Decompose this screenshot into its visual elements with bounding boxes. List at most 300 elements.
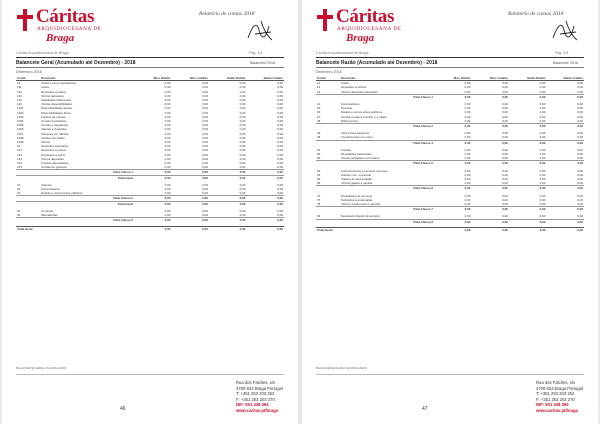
table-cell: 0,00: [134, 196, 172, 201]
table-cell: 63: [317, 172, 321, 177]
header-divider: [16, 57, 284, 58]
grand-total-row: [16, 226, 284, 231]
page-number: 47: [422, 406, 428, 412]
table-cell: 0,00: [546, 186, 584, 191]
table-cell: 0,00: [164, 165, 171, 170]
table-cell: 0,00: [164, 140, 171, 145]
page-right: [302, 0, 598, 424]
table-cell: 0,00: [464, 172, 471, 177]
table-cell: 0,00: [539, 214, 546, 219]
column-header: Saldo Crédito: [246, 76, 284, 81]
column-header: Mov. Débito: [434, 76, 472, 81]
table-cell: 121: [17, 148, 23, 153]
table-cell: 0,00: [434, 207, 472, 212]
table-cell: 0,00: [134, 201, 172, 206]
subtotal-label: Total Classe 2: [16, 196, 134, 201]
table-cell: 0,00: [277, 213, 283, 218]
table-cell: 0,00: [502, 156, 508, 161]
table-cell: Depósitos bancários: [41, 144, 69, 149]
table-cell: 111: [17, 85, 22, 90]
address-line2: 4700-034 Braga Portugal: [236, 385, 283, 391]
table-cell: 12: [17, 144, 21, 149]
org-subtitle: ARQUIDIOCESANA DE: [337, 26, 402, 32]
column-header: Mov. Crédito: [171, 76, 209, 81]
table-cell: 0,00: [577, 147, 583, 152]
table-cell: Pessoal: [341, 106, 352, 111]
column-header: Descrição: [40, 76, 134, 81]
table-cell: 0,00: [164, 110, 171, 115]
table-cell: 0,00: [246, 175, 284, 180]
table-cell: 0,00: [464, 197, 471, 202]
table-cell: 0,00: [577, 202, 583, 207]
table-cell: 0,00: [277, 208, 283, 213]
table-cell: Outras disponibilidades: [41, 102, 73, 107]
grand-total-row: [316, 227, 584, 232]
table-cell: 1194: [17, 119, 24, 124]
table-cell: 122: [17, 152, 23, 157]
table-cell: Caixa: [41, 85, 49, 90]
table-cell: 0,00: [434, 219, 472, 224]
table-cell: 0,00: [577, 193, 583, 198]
table-cell: Subsídios à exploração: [341, 197, 373, 202]
table-cell: 0,00: [277, 93, 283, 98]
table-cell: 123: [17, 156, 23, 161]
table-cell: 0,00: [202, 191, 208, 196]
table-cell: 0,00: [464, 106, 471, 111]
table-cell: 1196: [17, 127, 24, 132]
column-header: Descrição: [340, 76, 434, 81]
table-cell: 45: [317, 135, 321, 140]
table-cell: 0,00: [464, 156, 471, 161]
table-cell: Outras contas a receber e a pagar: [341, 114, 387, 119]
table-cell: 0,00: [434, 161, 472, 166]
table-cell: 0,00: [209, 170, 247, 175]
table-cell: 0,00: [202, 213, 208, 218]
table-cell: 0,00: [502, 193, 508, 198]
table-cell: Valores a depositar: [41, 127, 67, 132]
table-cell: 0,00: [577, 181, 583, 186]
table-cell: 0,00: [464, 85, 471, 90]
table-cell: 21: [317, 102, 321, 107]
table-cell: Outros depósitos bancários: [341, 89, 378, 94]
table-cell: 0,00: [502, 118, 508, 123]
table-cell: 0,00: [164, 208, 171, 213]
table-cell: 75: [317, 197, 321, 202]
subtotal-label: Total Classe 7: [316, 207, 434, 212]
table-cell: 0,00: [239, 131, 246, 136]
table-cell: 114: [17, 98, 22, 103]
table-cell: 0,00: [171, 170, 209, 175]
subtotal-label: Total Classe 8: [316, 219, 434, 224]
table-cell: 0,00: [539, 118, 546, 123]
table-cell: 0,00: [539, 177, 546, 182]
table-cell: 0,00: [277, 140, 283, 145]
table-cell: 0,00: [202, 123, 208, 128]
table-cell: Resultados transitados: [341, 152, 372, 157]
table-cell: 0,00: [202, 165, 208, 170]
table-cell: 0,00: [164, 93, 171, 98]
subtotal-label: Total Classe 1: [16, 170, 134, 175]
page-number: 46: [120, 406, 126, 412]
balance-table: [16, 76, 284, 231]
table-cell: 0,00: [502, 85, 508, 90]
table-cell: Outros depósitos: [41, 156, 64, 161]
subtotal-label: Total Classe 5: [316, 161, 434, 166]
address-tel: T: +351 253 203 252: [236, 391, 275, 397]
table-cell: 0,00: [277, 131, 283, 136]
table-cell: 0,00: [539, 114, 546, 119]
table-cell: 21: [17, 182, 21, 187]
table-cell: 0,00: [577, 89, 583, 94]
table-cell: 0,00: [546, 219, 584, 224]
table-cell: 0,00: [202, 161, 208, 166]
address-block: [536, 380, 583, 414]
table-cell: Contas transitórias: [41, 119, 67, 124]
table-cell: Prestações de serviços: [341, 193, 373, 198]
table-cell: 0,00: [164, 144, 171, 149]
table-cell: 0,00: [502, 202, 508, 207]
table-cell: Depósitos a prazo: [41, 152, 66, 157]
balance-table: [316, 76, 584, 232]
table-cell: 0,00: [471, 161, 509, 166]
table-cell: 0,00: [546, 207, 584, 212]
table-cell: 0,00: [239, 102, 246, 107]
table-cell: 0,00: [277, 127, 283, 132]
table-cell: 0,00: [577, 214, 583, 219]
table-cell: 0,00: [464, 81, 471, 86]
table-cell: Compras: [41, 208, 54, 213]
table-cell: 0,00: [546, 124, 584, 129]
caritas-logo: [316, 7, 436, 49]
table-cell: 0,00: [277, 144, 283, 149]
table-cell: 0,00: [202, 152, 208, 157]
table-cell: 0,00: [239, 123, 246, 128]
table-cell: 0,00: [239, 119, 246, 124]
table-cell: 24: [317, 110, 321, 115]
table-cell: 0,00: [239, 191, 246, 196]
table-cell: 119: [17, 102, 22, 107]
table-cell: 0,00: [239, 81, 246, 86]
table-cell: Outros depósitos: [41, 93, 64, 98]
table-cell: 0,00: [277, 123, 283, 128]
table-cell: 0,00: [239, 85, 246, 90]
address-nif: NIF: 501 438 394: [536, 402, 569, 408]
table-cell: 0,00: [239, 93, 246, 98]
caritas-logo: [16, 7, 136, 49]
address-line2: 4700-034 Braga Portugal: [536, 385, 583, 391]
org-small-text: Cáritas Arquidiocesana de Braga: [16, 51, 69, 55]
table-cell: 0,00: [209, 196, 247, 201]
subtotal-label: Total Geral: [16, 175, 134, 180]
table-cell: 0,00: [202, 98, 208, 103]
table-cell: 0,00: [171, 218, 209, 223]
table-cell: 0,00: [577, 197, 583, 202]
table-cell: Caixa e seus equivalentes: [41, 81, 77, 86]
table-cell: 0,00: [502, 102, 508, 107]
table-cell: 1195: [17, 123, 24, 128]
table-cell: 11: [317, 81, 321, 86]
table-cell: 81: [317, 214, 321, 219]
table-cell: Caixa: [341, 81, 349, 86]
table-cell: 72: [317, 193, 321, 198]
table-cell: 0,00: [239, 114, 246, 119]
table-cell: 0,00: [239, 140, 246, 145]
table-cell: 0,00: [577, 131, 583, 136]
table-cell: 0,00: [164, 106, 171, 111]
table-cell: 0,00: [502, 172, 508, 177]
table-cell: 0,00: [209, 175, 247, 180]
table-cell: 0,00: [277, 81, 283, 86]
table-cell: 0,00: [277, 165, 283, 170]
table-cell: 0,00: [539, 89, 546, 94]
period-label: Dezembro 2018: [316, 70, 342, 74]
table-cell: Fundos de maneio: [41, 114, 66, 119]
table-cell: Resultado líquido do período: [341, 214, 380, 219]
table-cell: 64: [317, 177, 321, 182]
table-cell: 0,00: [577, 114, 583, 119]
table-cell: 68: [317, 181, 321, 186]
table-cell: 0,00: [239, 98, 246, 103]
table-cell: 0,00: [509, 186, 547, 191]
subtotal-label: Total Geral: [316, 227, 434, 232]
table-cell: 0,00: [202, 102, 208, 107]
table-cell: 0,00: [239, 182, 246, 187]
table-cell: 0,00: [502, 177, 508, 182]
table-cell: 0,00: [277, 98, 283, 103]
table-cell: 0,00: [464, 177, 471, 182]
table-cell: 0,00: [209, 226, 247, 231]
table-cell: 0,00: [202, 187, 208, 192]
table-cell: 0,00: [502, 81, 508, 86]
table-cell: 0,00: [464, 193, 471, 198]
table-cell: 31: [17, 208, 21, 213]
table-cell: 0,00: [164, 156, 171, 161]
table-cell: 0,00: [164, 131, 171, 136]
table-cell: 0,00: [577, 81, 583, 86]
table-cell: 0,00: [464, 152, 471, 157]
table-cell: 0,00: [134, 170, 172, 175]
column-header: Saldo Débito: [509, 76, 547, 81]
table-cell: 0,00: [171, 226, 209, 231]
table-tag: Balancete 2018: [553, 61, 578, 65]
table-cell: 112: [17, 89, 22, 94]
table-cell: 0,00: [239, 148, 246, 153]
table-cell: 0,00: [239, 161, 246, 166]
table-cell: 0,00: [464, 102, 471, 107]
table-cell: 0,00: [509, 124, 547, 129]
signature-icon: [245, 16, 275, 46]
table-tag: Balancete 2018: [250, 61, 275, 65]
table-cell: 0,00: [434, 124, 472, 129]
table-cell: 0,00: [277, 85, 283, 90]
table-cell: 0,00: [464, 214, 471, 219]
corner-tag: Pág. 1/4: [249, 51, 263, 55]
table-cell: 0,00: [164, 152, 171, 157]
table-cell: 22: [317, 106, 321, 111]
table-cell: 0,00: [246, 196, 284, 201]
subtotal-label: Total Classe 6: [316, 186, 434, 191]
footer-divider: [16, 374, 284, 375]
report-title: Relatório de contas 2018: [199, 11, 255, 17]
table-cell: 0,00: [164, 161, 171, 166]
signature-icon: [550, 16, 580, 46]
table-cell: 0,00: [464, 89, 471, 94]
table-cell: 12: [317, 85, 321, 90]
table-cell: 11: [17, 81, 21, 86]
table-cell: 0,00: [464, 168, 471, 173]
table-cell: 0,00: [164, 213, 171, 218]
table-cell: 0,00: [164, 127, 171, 132]
table-cell: 0,00: [277, 102, 283, 107]
table-cell: 1198: [17, 135, 24, 140]
table-cell: 0,00: [202, 127, 208, 132]
table-cell: 0,00: [502, 131, 508, 136]
table-cell: 0,00: [509, 219, 547, 224]
table-cell: 0,00: [502, 197, 508, 202]
table-cell: 0,00: [471, 94, 509, 99]
table-cell: 0,00: [202, 119, 208, 124]
table-cell: 0,00: [202, 140, 208, 145]
table-cell: 0,00: [464, 181, 471, 186]
table-cell: 0,00: [502, 147, 508, 152]
table-cell: 0,00: [239, 135, 246, 140]
footnote: BALANCETE GERAL (ACUMULADO): [16, 366, 67, 370]
table-cell: Diferimentos: [341, 118, 358, 123]
table-cell: 0,00: [277, 110, 283, 115]
table-cell: 0,00: [164, 187, 171, 192]
org-subtitle: ARQUIDIOCESANA DE: [37, 26, 102, 32]
table-cell: 0,00: [539, 156, 546, 161]
table-cell: 0,00: [164, 98, 171, 103]
table-cell: 0,00: [277, 187, 283, 192]
page-left: [2, 0, 298, 424]
table-cell: 0,00: [202, 144, 208, 149]
table-cell: 0,00: [202, 110, 208, 115]
table-cell: 0,00: [202, 93, 208, 98]
table-cell: 0,00: [239, 208, 246, 213]
table-cell: 0,00: [539, 85, 546, 90]
table-cell: 0,00: [277, 161, 283, 166]
table-cell: 0,00: [171, 196, 209, 201]
table-cell: 0,00: [502, 89, 508, 94]
table-cell: Gastos com o pessoal: [341, 172, 371, 177]
table-cell: 0,00: [277, 114, 283, 119]
period-label: Dezembro 2018: [16, 70, 42, 74]
table-cell: Fundos: [341, 147, 352, 152]
table-cell: 27: [317, 114, 321, 119]
table-cell: 0,00: [464, 135, 471, 140]
table-cell: 0,00: [539, 81, 546, 86]
table-cell: 0,00: [202, 135, 208, 140]
table-cell: 0,00: [464, 202, 471, 207]
table-cell: Outros: [41, 140, 51, 145]
table-cell: 78: [317, 202, 321, 207]
table-cell: Estado e outros entes públicos: [341, 110, 383, 115]
table-cell: 0,00: [202, 131, 208, 136]
address-line1: Rua dos Falcões, s/n: [536, 380, 576, 385]
table-cell: 0,00: [471, 124, 509, 129]
table-cell: 0,00: [577, 177, 583, 182]
table-cell: Contas de garantia: [41, 165, 67, 170]
table-cell: 1191: [17, 106, 24, 111]
subtotal-label: Total Classe 2: [316, 124, 434, 129]
table-cell: Fundos depositados: [41, 161, 69, 166]
column-header: Conta: [316, 76, 340, 81]
column-header: Saldo Crédito: [546, 76, 584, 81]
table-cell: 0,00: [164, 114, 171, 119]
table-cell: Depósitos à ordem: [341, 85, 367, 90]
table-cell: 0,00: [164, 89, 171, 94]
table-cell: Disponibilidades livres: [41, 110, 71, 115]
table-cell: 0,00: [277, 106, 283, 111]
table-cell: 0,00: [202, 114, 208, 119]
table-cell: Ativos fixos tangíveis: [341, 131, 370, 136]
table-cell: 51: [317, 147, 321, 152]
caritas-cross-icon: [16, 9, 34, 31]
table-cell: 0,00: [164, 148, 171, 153]
table-cell: 0,00: [509, 161, 547, 166]
table-cell: 56: [317, 152, 321, 157]
table-cell: 0,00: [134, 175, 172, 180]
subtotal-label: Total Classe 4: [316, 140, 434, 145]
table-cell: Aplicações financeiras: [41, 98, 71, 103]
table-cell: 0,00: [539, 106, 546, 111]
website-link[interactable]: www.caritas.pt/braga: [236, 407, 278, 413]
table-cell: 0,00: [246, 201, 284, 206]
table-cell: 0,00: [171, 175, 209, 180]
table-cell: 0,00: [539, 102, 546, 107]
table-cell: 0,00: [134, 226, 172, 231]
table-cell: 0,00: [509, 140, 547, 145]
org-small-text: Cáritas Arquidiocesana de Braga: [316, 51, 369, 55]
table-cell: Contas a regularizar: [41, 123, 69, 128]
table-cell: 0,00: [502, 106, 508, 111]
table-cell: 0,00: [577, 102, 583, 107]
table-cell: Gastos de depreciação: [341, 177, 372, 182]
subtotal-label: Total Geral: [16, 201, 134, 206]
table-cell: 59: [317, 156, 321, 161]
table-cell: 0,00: [577, 135, 583, 140]
table-cell: 43: [317, 131, 321, 136]
table-cell: 0,00: [471, 227, 509, 232]
table-cell: 124: [17, 161, 23, 166]
table-cell: 1199: [17, 140, 24, 145]
table-cell: 0,00: [539, 193, 546, 198]
table-cell: 0,00: [509, 227, 547, 232]
subtotal-label: Total Classe 3: [16, 218, 134, 223]
table-cell: 13: [317, 89, 321, 94]
table-cell: 0,00: [239, 106, 246, 111]
website-link[interactable]: www.caritas.pt/braga: [536, 407, 578, 413]
table-cell: 0,00: [509, 94, 547, 99]
table-cell: 1193: [17, 114, 24, 119]
table-cell: 62: [317, 168, 321, 173]
table-cell: 0,00: [277, 182, 283, 187]
table-cell: Fornecedores: [41, 187, 60, 192]
table-cell: Cheques em trânsito: [41, 131, 69, 136]
table-cell: 0,00: [209, 201, 247, 206]
table-cell: 0,00: [577, 152, 583, 157]
table-cell: 0,00: [502, 114, 508, 119]
address-fax: F: +351 253 203 270: [236, 396, 275, 402]
table-cell: 0,00: [471, 219, 509, 224]
table-cell: 0,00: [577, 106, 583, 111]
table-cell: Fornecimentos e serviços externos: [341, 168, 388, 173]
table-cell: 0,00: [202, 208, 208, 213]
table-cell: 0,00: [239, 89, 246, 94]
column-header: Mov. Crédito: [471, 76, 509, 81]
table-cell: 0,00: [164, 182, 171, 187]
